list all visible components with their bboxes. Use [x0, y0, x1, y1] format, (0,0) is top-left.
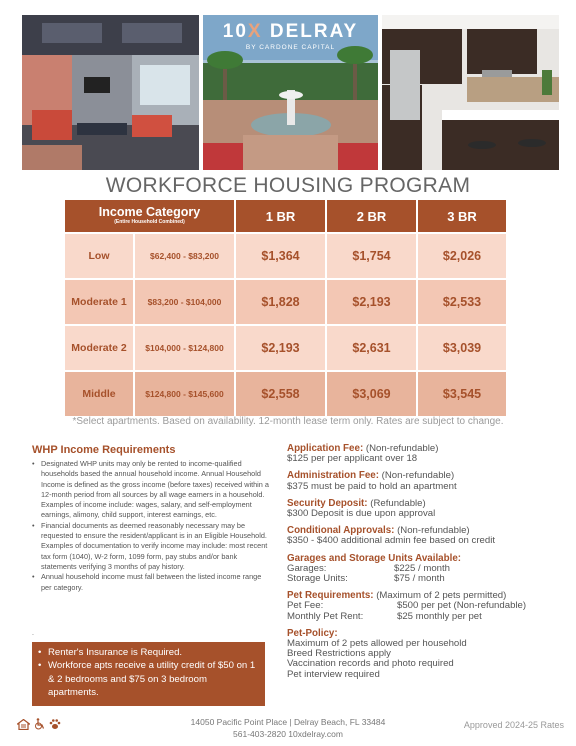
logo-name: DELRAY — [269, 21, 359, 42]
row-3br-rate: $2,533 — [418, 280, 506, 324]
application-fee — [287, 444, 547, 464]
garages-storage — [287, 554, 547, 585]
list-item: • Workforce apts receive a utility credit of $50 on 1 & 2 bedrooms and $75 on 3 bedroom apartments. — [38, 659, 259, 699]
fee-title: Pet-Policy: — [287, 627, 338, 639]
row-income-range: $104,000 - $124,800 — [135, 326, 234, 370]
policy-line: Vaccination records and photo required — [287, 658, 454, 670]
security-deposit — [287, 499, 547, 519]
pet-rent-value: $25 monthly per pet — [397, 610, 482, 622]
administration-fee — [287, 471, 547, 491]
header-2br: 2 BR — [327, 200, 416, 232]
fee-title: Administration Fee: — [287, 470, 379, 482]
lounge-photo — [22, 15, 199, 170]
list-item: • Financial documents as deemed reasonably necessary may be requested to ensure the resident/applicant is in an Eligible Household. Examples of documentation to verify income may include: most recent tax form (1040), W-2 form, 1099 form, pay stubs and/or bank statements verifying 3 months of pay history. — [32, 521, 272, 572]
highlights-box — [32, 642, 265, 706]
policy-line: Maximum of 2 pets allowed per household — [287, 638, 467, 650]
fee-note: (Maximum of 2 pets permitted) — [376, 590, 507, 602]
brand-logo — [203, 21, 378, 51]
stray-mark: . — [32, 630, 34, 637]
row-2br-rate: $2,193 — [327, 280, 416, 324]
fee-detail: $125 per per applicant over 18 — [287, 453, 418, 465]
row-3br-rate: $3,545 — [418, 372, 506, 416]
income-requirements — [32, 444, 272, 593]
row-income-range: $83,200 - $104,000 — [135, 280, 234, 324]
pet-fee-value: $500 per pet (Non-refundable) — [397, 600, 527, 612]
fee-title: Security Deposit: — [287, 497, 368, 509]
pet-requirements — [287, 591, 547, 622]
rate-table — [65, 200, 511, 416]
footer-contact: 561-403-2820 10xdelray.com — [233, 729, 343, 739]
requirements-heading: WHP Income Requirements — [32, 444, 176, 456]
table-row — [65, 234, 511, 278]
logo-x: X — [247, 21, 263, 42]
row-1br-rate: $1,364 — [236, 234, 325, 278]
pool-courtyard-photo — [203, 15, 378, 170]
list-item: • Renter's Insurance is Required. — [38, 646, 259, 659]
garage-value: $225 / month — [394, 562, 451, 574]
page-title: WORKFORCE HOUSING PROGRAM — [105, 174, 471, 197]
header-1br: 1 BR — [236, 200, 325, 232]
fee-detail: $375 must be paid to hold an apartment — [287, 480, 457, 492]
approved-rates-note: Approved 2024-25 Rates — [463, 720, 564, 730]
header-3br: 3 BR — [418, 200, 506, 232]
row-3br-rate: $2,026 — [418, 234, 506, 278]
pet-rent-label: Monthly Pet Rent: — [287, 610, 364, 622]
row-1br-rate: $1,828 — [236, 280, 325, 324]
fee-title: Conditional Approvals: — [287, 525, 395, 537]
fee-title: Garages and Storage Units Available: — [287, 552, 462, 564]
row-category: Moderate 1 — [65, 280, 133, 324]
logo-number: 10 — [222, 21, 248, 42]
table-header-row — [65, 200, 511, 232]
table-row — [65, 280, 511, 324]
table-row — [65, 326, 511, 370]
list-item: • Designated WHP units may only be rented to income-qualified households based the annual household income. Annual Household Income is defined as the gross income (before taxes) received within a 12-month period from all sources by all wage earners in a household. Examples of income include: wages, salary, and self-employment earnings, alimony, child support, interest earnings, etc. — [32, 459, 272, 521]
row-income-range: $62,400 - $83,200 — [135, 234, 234, 278]
row-2br-rate: $3,069 — [327, 372, 416, 416]
fee-title: Application Fee: — [287, 443, 364, 454]
policy-line: Pet interview required — [287, 668, 380, 680]
footer-address: 14050 Pacific Point Place | Delray Beach, FL 33484 — [190, 717, 386, 727]
row-income-range: $124,800 - $145,600 — [135, 372, 234, 416]
fee-detail: $300 Deposit is due upon approval — [287, 508, 436, 520]
fee-note: (Non-refundable) — [381, 470, 455, 482]
pet-fee-label: Pet Fee: — [287, 600, 324, 612]
kitchen-photo — [382, 15, 559, 170]
fee-note: (Non-refundable) — [365, 443, 439, 454]
list-item: • Annual household income must fall between the listed income range per category. — [32, 572, 272, 593]
table-disclaimer: *Select apartments. Based on availability. 12-month lease term only. Rates are subject to change. — [72, 416, 504, 427]
logo-tagline: BY CARDONE CAPITAL — [245, 44, 336, 51]
requirements-list — [32, 459, 272, 593]
garage-label: Garages: — [287, 562, 327, 574]
row-category: Moderate 2 — [65, 326, 133, 370]
fee-note: (Refundable) — [370, 497, 426, 509]
fee-detail: $350 - $400 additional admin fee based on credit — [287, 535, 496, 547]
conditional-approvals — [287, 526, 547, 546]
fee-note: (Non-refundable) — [397, 525, 470, 537]
row-2br-rate: $2,631 — [327, 326, 416, 370]
row-2br-rate: $1,754 — [327, 234, 416, 278]
row-category: Low — [65, 234, 133, 278]
fee-title: Pet Requirements: — [287, 590, 374, 602]
row-1br-rate: $2,193 — [236, 326, 325, 370]
header-category-note: (Entire Household Combined) — [114, 219, 185, 225]
policy-line: Breed Restrictions apply — [287, 648, 391, 660]
row-3br-rate: $3,039 — [418, 326, 506, 370]
row-1br-rate: $2,558 — [236, 372, 325, 416]
fees-column — [287, 444, 547, 687]
row-category: Middle — [65, 372, 133, 416]
pet-policy — [287, 629, 547, 680]
storage-label: Storage Units: — [287, 573, 348, 585]
storage-value: $75 / month — [394, 573, 445, 585]
table-row — [65, 372, 511, 416]
photo-strip — [22, 15, 559, 170]
header-income-category — [65, 200, 234, 232]
header-category-label: Income Category — [98, 205, 201, 219]
